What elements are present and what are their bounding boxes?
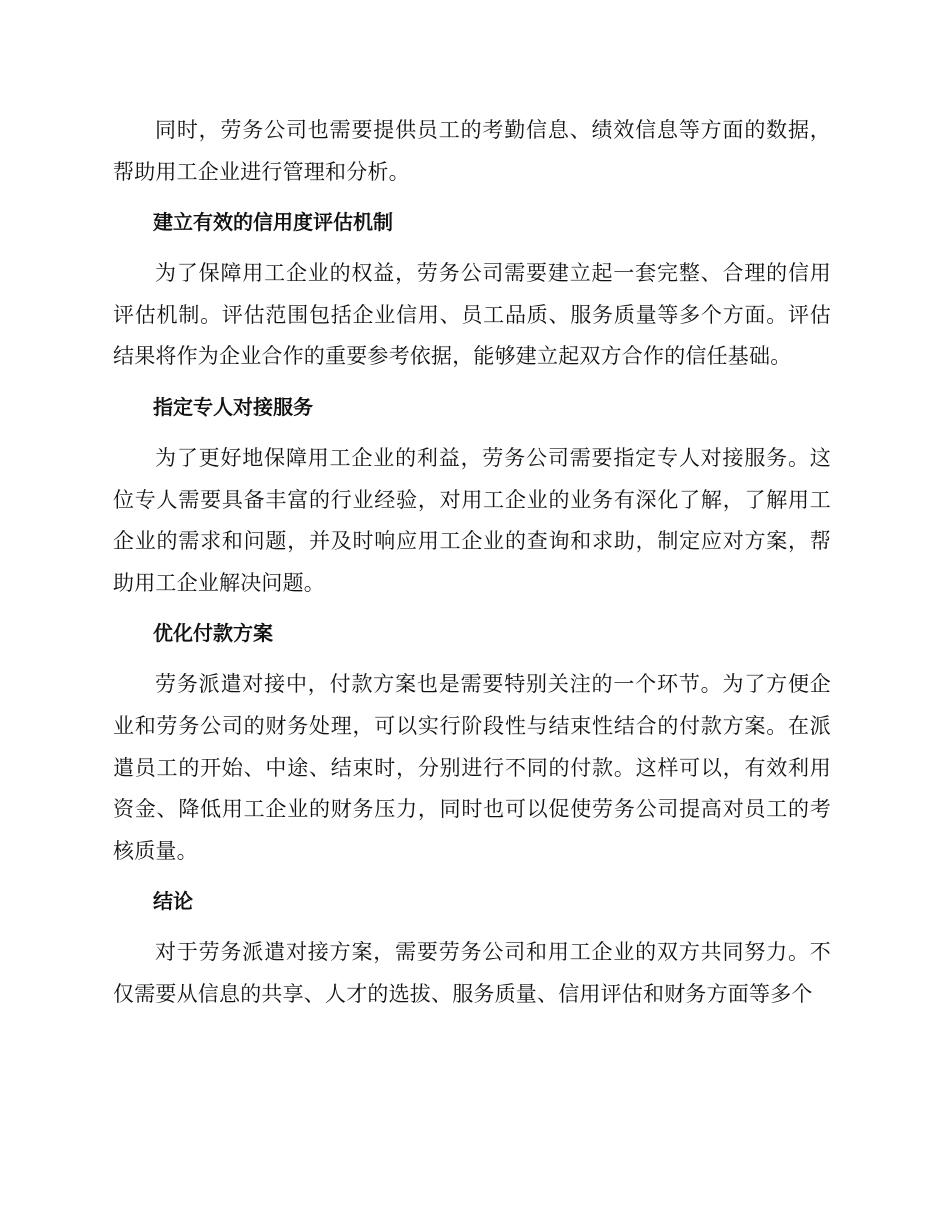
document-page [113, 110, 831, 1016]
spacer [113, 237, 831, 253]
spacer [113, 193, 831, 207]
heading-dedicated-service: 指定专人对接服务 [153, 394, 313, 419]
spacer [113, 378, 831, 392]
heading-conclusion: 结论 [153, 889, 193, 914]
spacer [113, 422, 831, 438]
paragraph-attendance-data: 同时，劳务公司也需要提供员工的考勤信息、绩效信息等方面的数据，帮助用工企业进行管理和分析。 [113, 118, 831, 184]
paragraph-payment-plan: 劳务派遣对接中，付款方案也是需要特别关注的一个环节。为了方便企业和劳务公司的财务处理，可以实行阶段性与结束性结合的付款方案。在派遣员工的开始、中途、结束时，分别进行不同的付款。这样可以，有效利用资金、降低用工企业的财务压力，同时也可以促使劳务公司提高对员工的考核质量。 [113, 672, 831, 863]
heading-credit-evaluation: 建立有效的信用度评估机制 [153, 210, 393, 235]
spacer [113, 916, 831, 932]
spacer [113, 648, 831, 664]
spacer [113, 872, 831, 886]
heading-payment-plan: 优化付款方案 [153, 621, 273, 646]
paragraph-credit-evaluation: 为了保障用工企业的权益，劳务公司需要建立起一套完整、合理的信用评估机制。评估范围包括企业信用、员工品质、服务质量等多个方面。评估结果将作为企业合作的重要参考依据，能够建立起双方合作的信任基础。 [113, 261, 831, 369]
spacer [113, 604, 831, 618]
paragraph-conclusion: 对于劳务派遣对接方案，需要劳务公司和用工企业的双方共同努力。不仅需要从信息的共享、人才的选拔、服务质量、信用评估和财务方面等多个 [113, 940, 831, 1006]
paragraph-dedicated-service: 为了更好地保障用工企业的利益，劳务公司需要指定专人对接服务。这位专人需要具备丰富的行业经验，对用工企业的业务有深化了解，了解用工企业的需求和问题，并及时响应用工企业的查询和求助，制定应对方案，帮助用工企业解决问题。 [113, 445, 831, 595]
